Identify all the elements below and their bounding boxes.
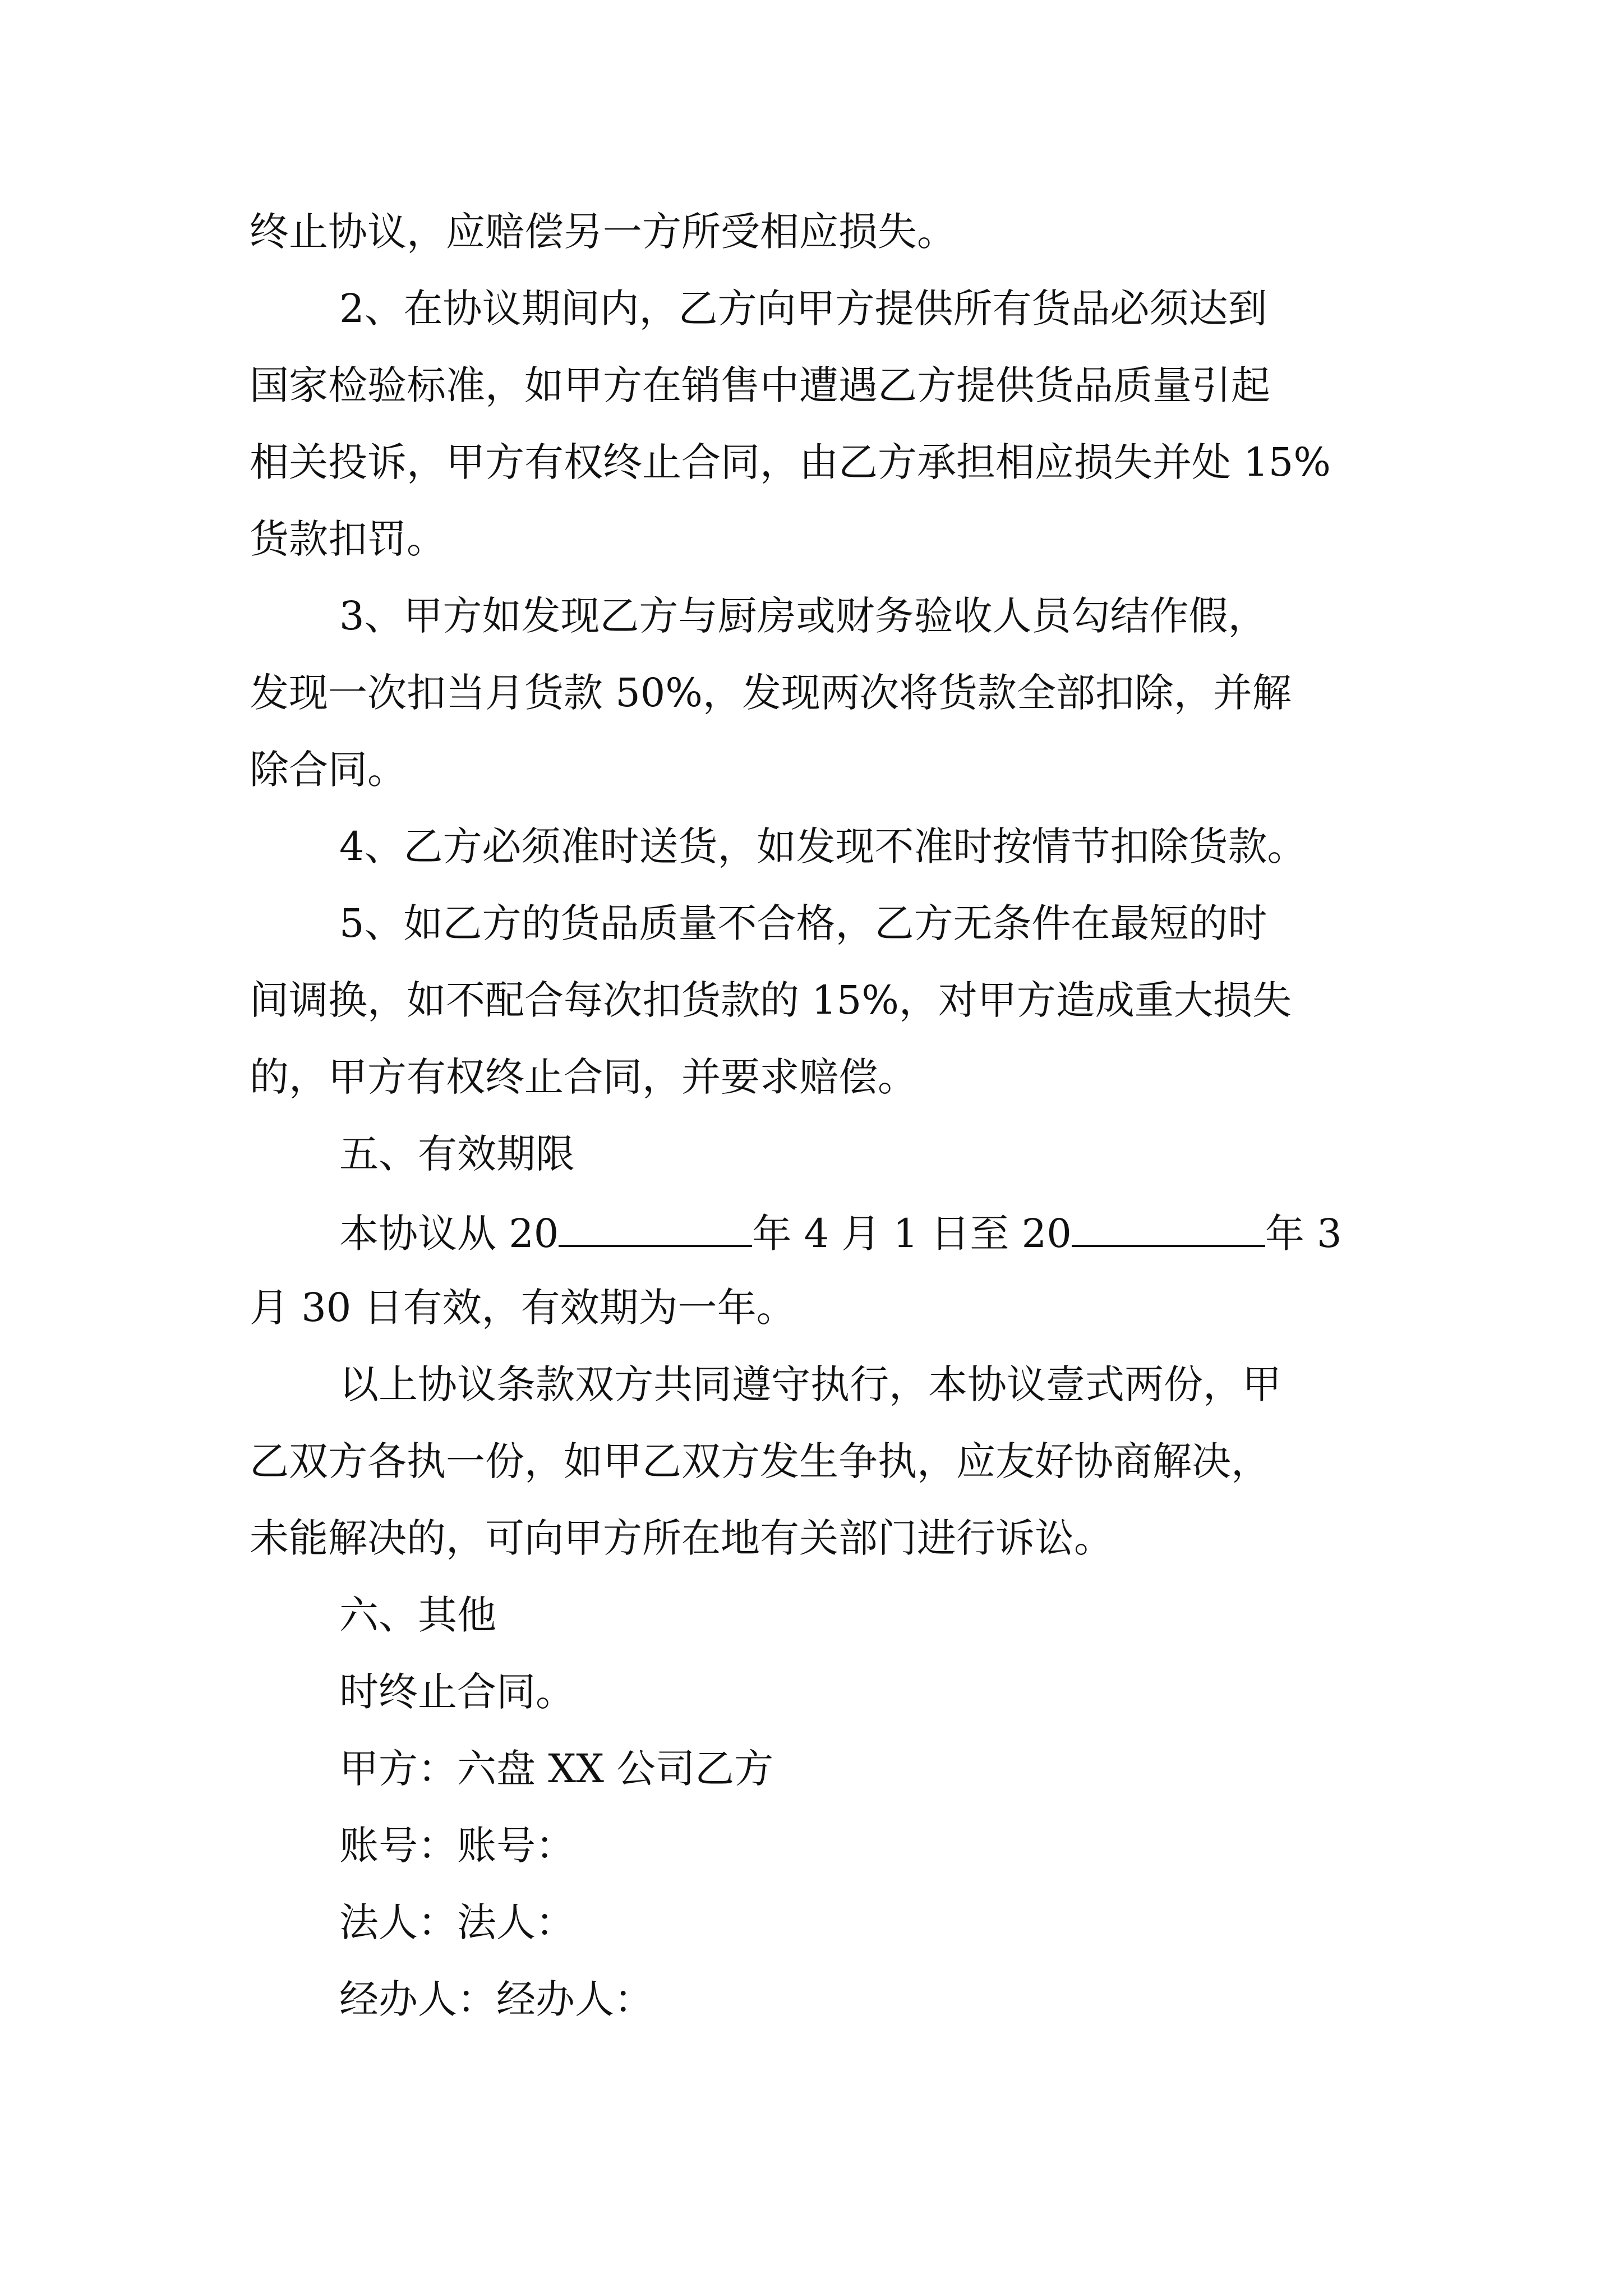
party-names-line: 甲方：六盘 XX 公司乙方 bbox=[339, 1746, 774, 1792]
period-end-text: 年 3 bbox=[1265, 1211, 1342, 1257]
handler-line: 经办人：经办人： bbox=[339, 1976, 653, 2022]
paragraph-line: 除合同。 bbox=[250, 747, 407, 793]
paragraph-line: 时终止合同。 bbox=[339, 1669, 575, 1715]
end-year-blank bbox=[1072, 1211, 1265, 1247]
section-heading-validity: 五、有效期限 bbox=[339, 1131, 575, 1177]
paragraph-line: 发现一次扣当月货款 50%，发现两次将货款全部扣除，并解 bbox=[250, 670, 1292, 716]
start-year-blank bbox=[559, 1211, 752, 1247]
paragraph-line: 以上协议条款双方共同遵守执行，本协议壹式两份，甲 bbox=[339, 1361, 1281, 1407]
legal-person-line: 法人：法人： bbox=[339, 1899, 575, 1945]
paragraph-line: 乙双方各执一份，如甲乙双方发生争执，应友好协商解决， bbox=[250, 1438, 1270, 1484]
period-middle-text: 年 4 月 1 日至 20 bbox=[752, 1211, 1072, 1257]
clause-5-line: 5、如乙方的货品质量不合格，乙方无条件在最短的时 bbox=[339, 900, 1267, 946]
paragraph-line: 间调换，如不配合每次扣货款的 15%，对甲方造成重大损失 bbox=[250, 977, 1292, 1023]
clause-3-line: 3、甲方如发现乙方与厨房或财务验收人员勾结作假， bbox=[339, 593, 1267, 639]
period-start-text: 本协议从 20 bbox=[339, 1211, 559, 1257]
section-heading-other: 六、其他 bbox=[339, 1592, 496, 1638]
account-line: 账号：账号： bbox=[339, 1823, 575, 1869]
clause-4-line: 4、乙方必须准时送货，如发现不准时按情节扣除货款。 bbox=[339, 823, 1307, 869]
paragraph-line: 的，甲方有权终止合同，并要求赔偿。 bbox=[250, 1054, 917, 1100]
clause-2-line: 2、在协议期间内，乙方向甲方提供所有货品必须达到 bbox=[339, 286, 1267, 332]
validity-period-line bbox=[339, 1211, 1342, 1257]
paragraph-line: 未能解决的，可向甲方所在地有关部门进行诉讼。 bbox=[250, 1515, 1113, 1561]
paragraph-line: 相关投诉，甲方有权终止合同，由乙方承担相应损失并处 15% bbox=[250, 439, 1331, 485]
paragraph-line: 月 30 日有效，有效期为一年。 bbox=[250, 1285, 796, 1331]
paragraph-line: 货款扣罚。 bbox=[250, 516, 446, 562]
paragraph-line: 国家检验标准，如甲方在销售中遭遇乙方提供货品质量引起 bbox=[250, 362, 1270, 408]
paragraph-line: 终止协议，应赔偿另一方所受相应损失。 bbox=[250, 209, 956, 255]
